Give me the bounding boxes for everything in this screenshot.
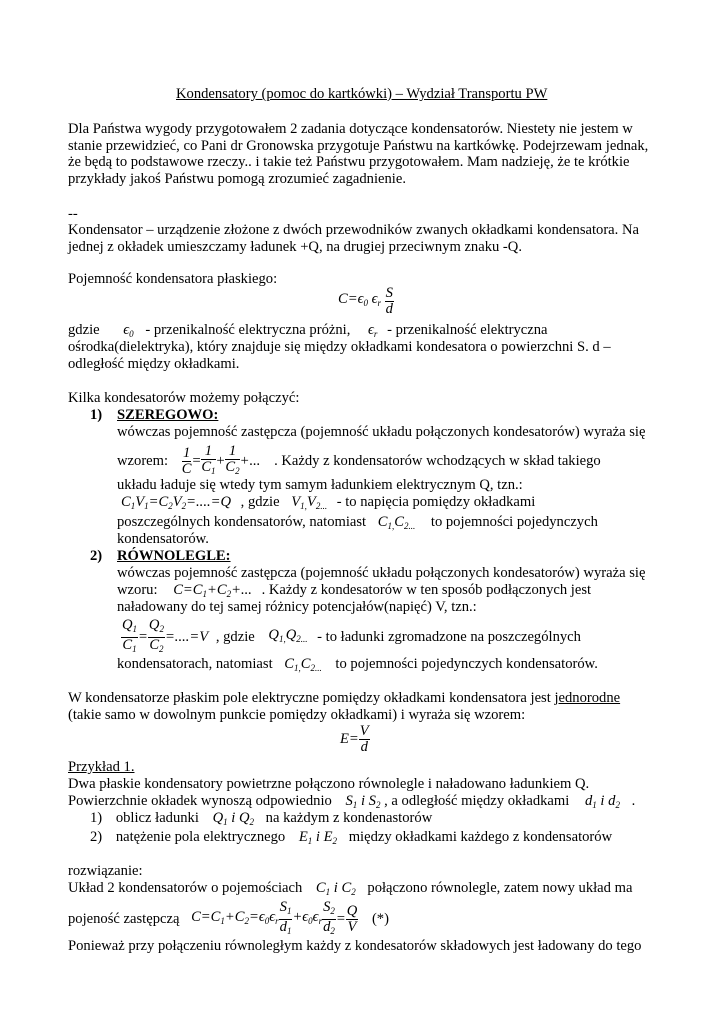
serial-line-3: układu ładuje się wtedy tym samym ładunkiem elektrycznym Q, tzn.:	[117, 477, 523, 493]
parallel-line-5: kondensatorach, natomiast $C_{1,}C_{2...}$ to pojemności pojedynczych kondensatorów.	[117, 656, 598, 673]
serial-formula-line: wzorem: $\frac{1}{C}$ = $\frac{1}{C_1}$ + $\frac{1}{C_2}$ +... . Każdy z kondensatorów wchodzących w skład takiego	[117, 443, 601, 477]
example-item-2: 2) natężenie pola elektrycznego $E_1$ i $E_2$ między okładkami każdego z kondensatorów	[90, 829, 613, 846]
example-heading: Przykład 1.	[68, 759, 135, 775]
example-item-1: 1) oblicz ładunki $Q_1$ i $Q_2$ na każdym z kondenastorów	[90, 810, 433, 827]
field-line-2: (takie samo w dowolnym punkcie pomiędzy okładkami) i wyraża się wzorem:	[68, 707, 526, 723]
definition-line-1: Kondensator – urządzenie złożone z dwóch przewodników zwanych okładkami kondensatora. Na	[68, 222, 639, 238]
solution-line-1: Układ 2 kondensatorów o pojemościach $C_1$ i $C_2$ połączono równolegle, zatem nowy układ ma	[68, 880, 633, 897]
field-line-1: W kondensatorze płaskim pole elektryczne pomiędzy okładkami kondensatora jest jednorodne	[68, 690, 621, 706]
intro-line-2: stanie przewidzieć, co Pani dr Gronowska przygotuje Państwu na kartkówkę. Podejrzewam jednak,	[68, 138, 649, 154]
solution-heading: rozwiązanie:	[68, 863, 143, 879]
serial-line-1: wówczas pojemność zastępcza (pojemność układu połączonych kondesatorów) wyraża się	[117, 424, 646, 440]
serial-number: 1)	[90, 407, 103, 423]
intro-line-4: przykłady jakoś Państwu pomogą zrozumieć zagadnienie.	[68, 171, 406, 187]
example-line-2: Powierzchnie okładek wynoszą odpowiednio $S_1$ i $S_2$ , a odległość między okładkami $d_1$ i $d_2$ .	[68, 793, 636, 810]
parallel-formula-line: $\frac{Q_1}{C_1}$ = $\frac{Q_2}{C_2}$ =....=V , gdzie $Q_{1,}Q_{2...}$ - to ładunki zgromadzone na poszczególnych	[122, 617, 581, 654]
field-formula: E= $\frac{V}{d}$	[340, 723, 369, 755]
parallel-heading: RÓWNOLEGLE:	[117, 548, 231, 564]
example-line-1: Dwa płaskie kondensatory powietrzne połączono równolegle i naładowano ładunkiem Q.	[68, 776, 590, 792]
parallel-line-3: naładowany do tej samej różnicy potencjałów(napięć) V, tzn.:	[117, 599, 477, 615]
parallel-line-1: wówczas pojemność zastępcza (pojemność układu połączonych kondesatorów) wyraża się	[117, 565, 646, 581]
gdzie-line-1: gdzie $\epsilon_0$ - przenikalność elektryczna próżni, $\epsilon_r$ - przenikalność elektryczna	[68, 322, 548, 339]
parallel-line-2: wzoru: $C=C_1+C_2+$... . Każdy z kondesatorów w ten sposób podłączonych jest	[117, 582, 592, 599]
serial-line-5: poszczególnych kondensatorów, natomiast $C_{1,}C_{2...}$ to pojemności pojedynczych	[117, 514, 598, 531]
solution-line-2: pojeność zastępczą $C=C_1+C_2=\epsilon_0\epsilon_r$ $\frac{S_1}{d_1}$ $+\epsilon_0\epsilon_r$ $\frac{S_2}{d_2}$ = $\frac{Q}{V}$ (*)	[68, 899, 389, 936]
serial-line-4: $C_1V_1=C_2V_2=....=Q$ , gdzie $V_{1,}V_{2...}$ - to napięcia pomiędzy okładkami	[121, 494, 536, 511]
solution-line-3: Ponieważ przy połączeniu równoległym każdy z kondesatorów składowych jest ładowany do tego	[68, 938, 642, 954]
serial-heading: SZEREGOWO:	[117, 407, 219, 423]
parallel-number: 2)	[90, 548, 103, 564]
capacity-heading: Pojemność kondensatora płaskiego:	[68, 271, 278, 287]
definition-line-2: jednej z okładek umieszczamy ładunek +Q, na drugiej przeciwnym znaku -Q.	[68, 239, 522, 255]
intro-line-3: że będą to podstawowe rzeczy.. i takie też Państwu przygotowałem. Mam nadzieję, że te krótkie	[68, 154, 630, 170]
intro-line-1: Dla Państwa wygody przygotowałem 2 zadania dotyczące kondensatorów. Niestety nie jestem w	[68, 121, 633, 137]
separator: --	[68, 206, 78, 222]
gdzie-line-2: ośrodka(dielektryka), który znajduje się między okładkami kondesatora o powierzchni S. d –	[68, 339, 611, 355]
gdzie-line-3: odległość między okładkami.	[68, 356, 240, 372]
page-title: Kondensatory (pomoc do kartkówki) – Wydział Transportu PW	[176, 86, 548, 102]
capacity-formula: $C=\epsilon_0$ $\epsilon_r$ $\frac{S}{d}$	[338, 285, 393, 317]
serial-line-6: kondensatorów.	[117, 531, 209, 547]
connect-heading: Kilka kondesatorów możemy połączyć:	[68, 390, 300, 406]
